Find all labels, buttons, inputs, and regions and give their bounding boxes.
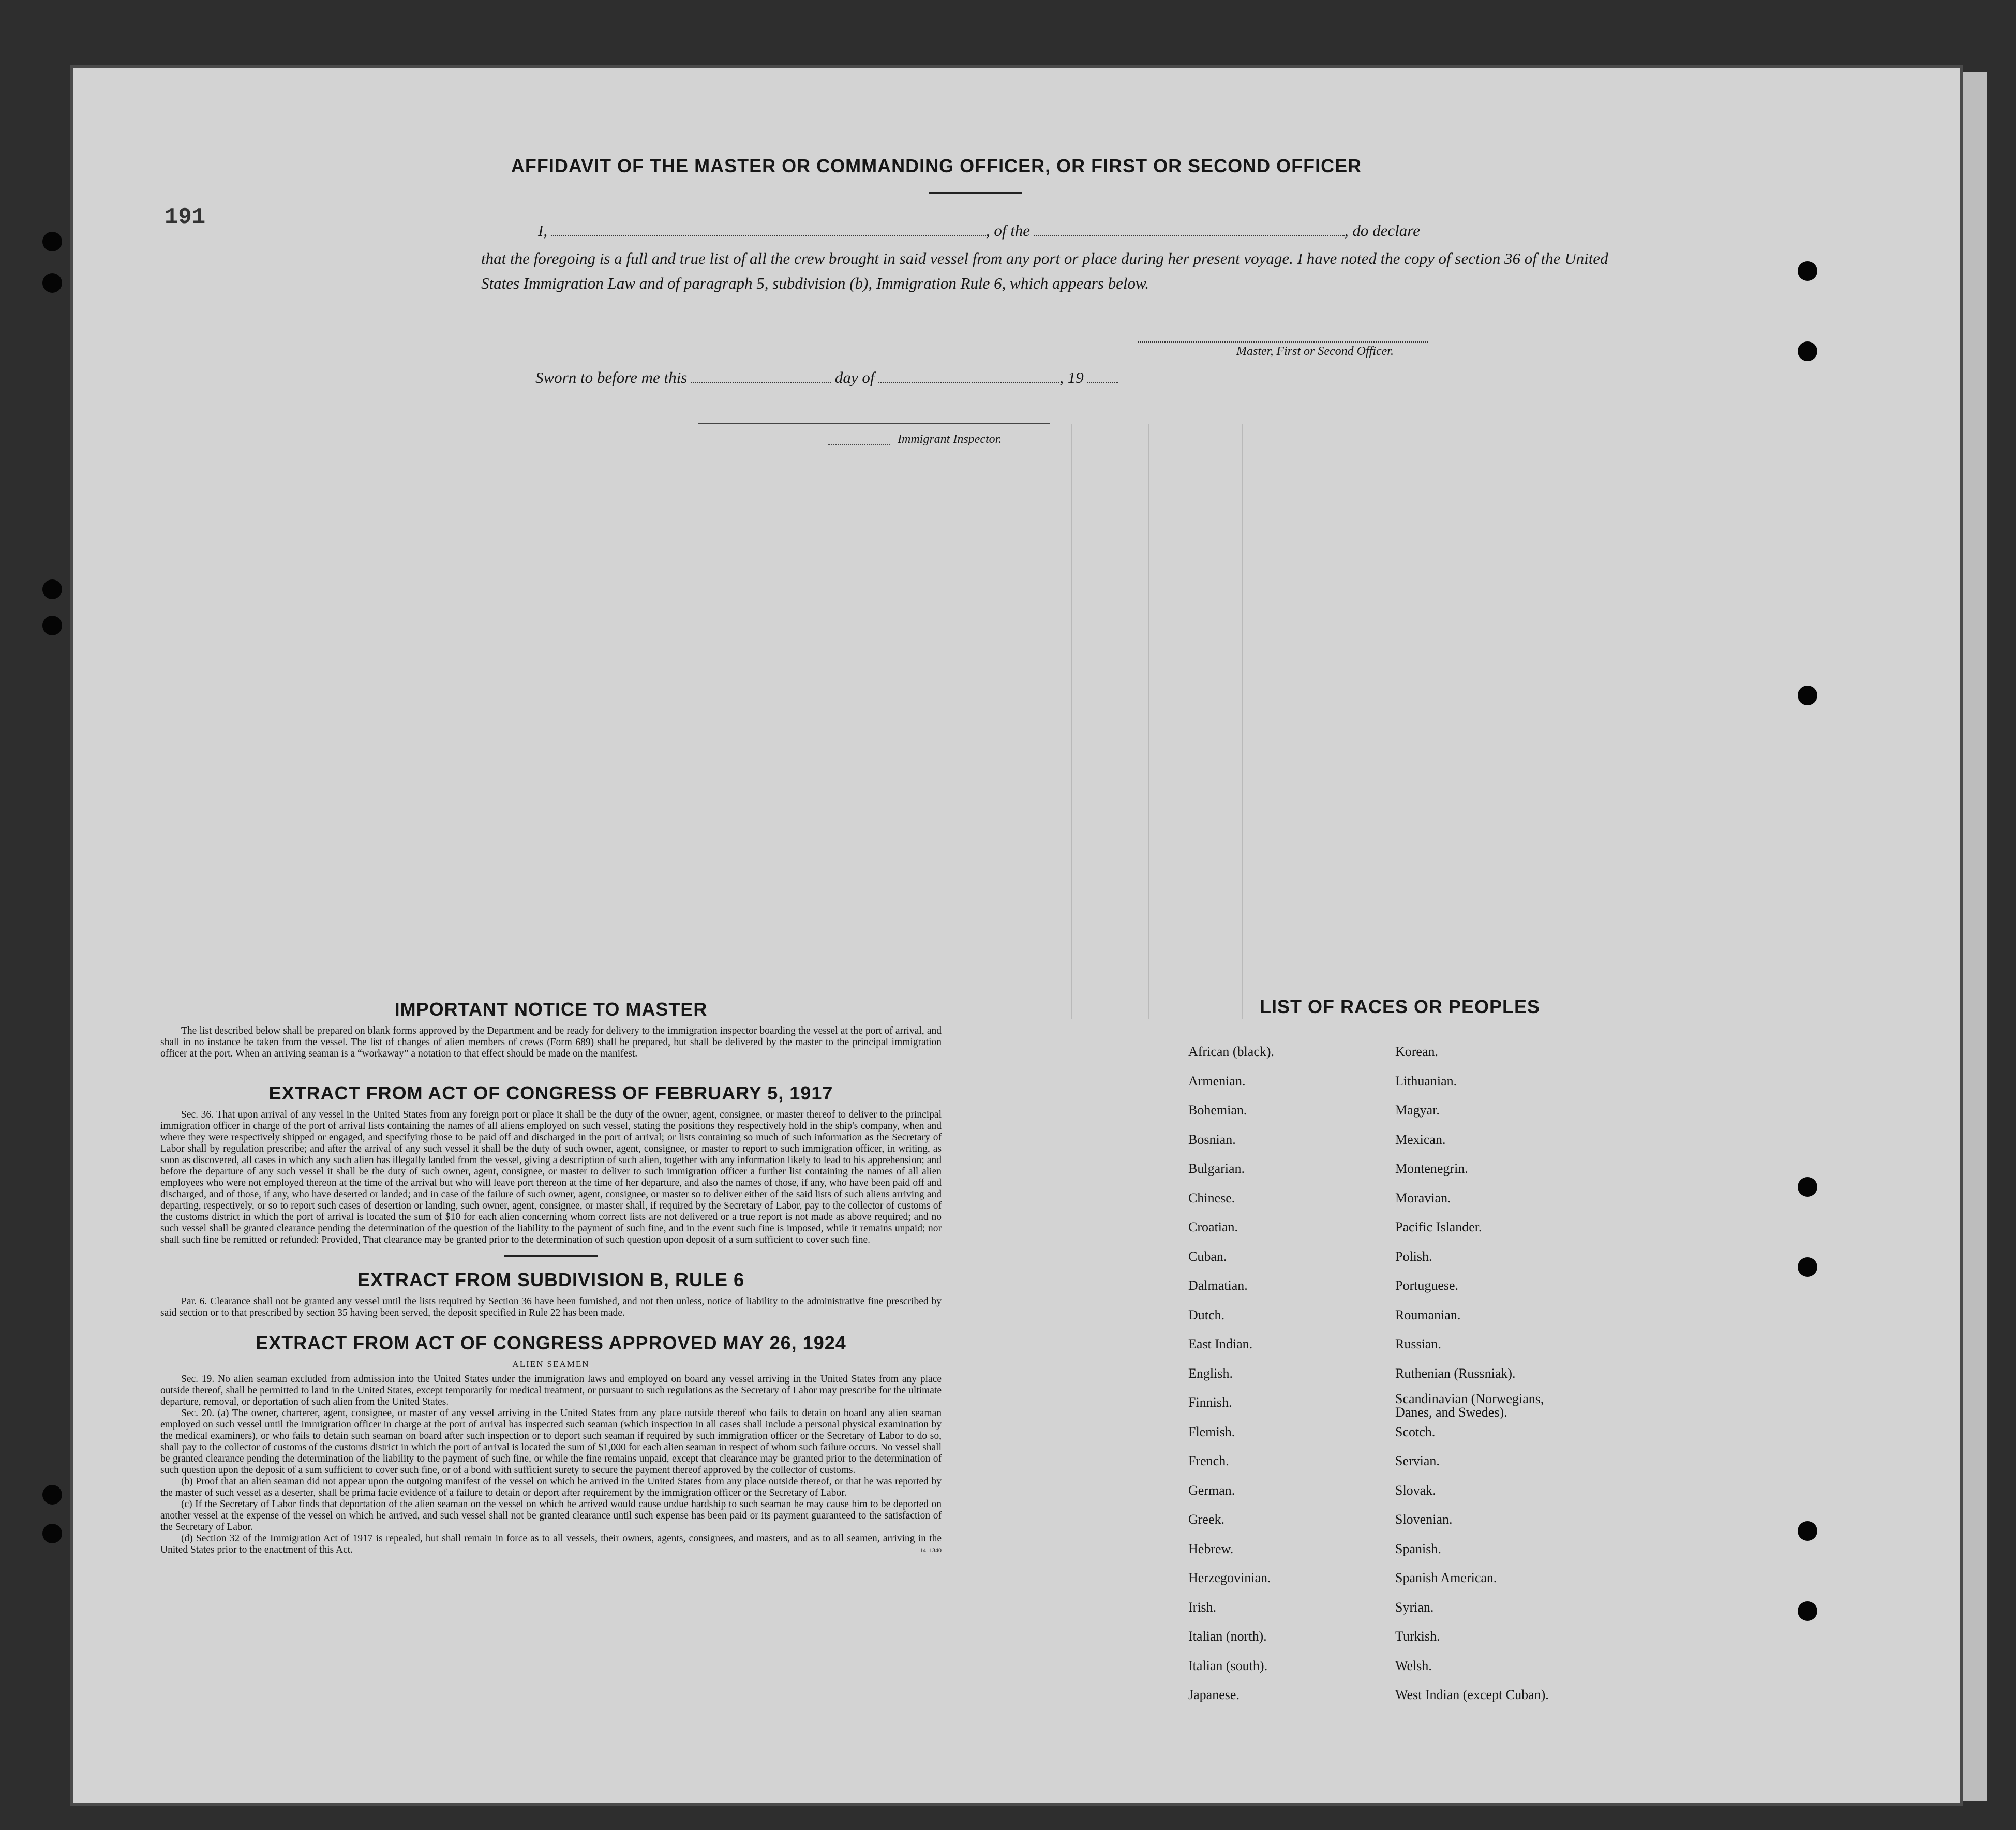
race-item: Syrian. [1395,1599,1434,1615]
race-item: West Indian (except Cuban). [1395,1687,1549,1702]
race-item: Armenian. [1188,1073,1246,1089]
race-item: Flemish. [1188,1424,1235,1439]
sworn-line [535,368,1118,387]
punch-hole [1798,1257,1817,1277]
race-item: Hebrew. [1188,1541,1234,1556]
sworn-day-field[interactable] [691,382,831,383]
race-item: Portuguese. [1395,1278,1459,1293]
race-item: Spanish. [1395,1541,1441,1556]
sec-20c-text: (c) If the Secretary of Labor finds that deportation of the alien seaman on the vessel on which he arrived would cause undue hardship to such seaman he may cause him to be deported on another vessel at the expense of the vessel on which he arrived, and such vessel shall not be granted clearance until such expense has been paid or its payment guaranteed to the satisfaction of the Secretary of Labor. [160,1499,942,1533]
punch-hole [1798,686,1817,705]
alien-seamen-subtitle: ALIEN SEAMEN [512,1359,590,1369]
race-item: German. [1188,1482,1235,1498]
races-list-left [1188,1042,1274,1714]
race-item: Greek. [1188,1512,1225,1527]
sec-20d-text [160,1533,942,1556]
race-item: Italian (north). [1188,1629,1267,1644]
sworn-year-field[interactable] [1087,382,1118,383]
race-item: Chinese. [1188,1190,1235,1206]
race-item: Dalmatian. [1188,1278,1248,1293]
punch-hole [1798,1521,1817,1541]
race-item: Montenegrin. [1395,1161,1468,1176]
punch-hole [1798,1177,1817,1197]
race-item: Roumanian. [1395,1307,1461,1322]
punch-hole [42,232,62,251]
day-of-label: day of [834,368,875,386]
page-number: 191 [165,204,206,230]
notice-title: IMPORTANT NOTICE TO MASTER [394,999,708,1020]
race-item: East Indian. [1188,1336,1253,1351]
race-item: Bulgarian. [1188,1161,1245,1176]
i-label: I, [538,221,548,240]
race-item: African (black). [1188,1044,1275,1059]
race-item: Lithuanian. [1395,1073,1457,1089]
bleed-through [285,424,1785,1019]
extract-1917-title: EXTRACT FROM ACT OF CONGRESS OF FEBRUARY 5, 1917 [268,1082,833,1104]
punch-hole [1798,1601,1817,1621]
sec-20a-text: Sec. 20. (a) The owner, charterer, agent, consignee, or master of any vessel arriving in the United States from any place outside thereof who fails to detain on board any alien seaman employed on such vessel until the immigration officer in charge at the port of arrival has inspected such seaman (which inspection in all cases shall include a personal physical examination by the medical examiners), or who fails to detain such seaman on board after such inspection or to deport such seaman if required by such immigration officer or the Secretary of Labor to do so, shall pay to the collector of customs of the customs district in which the port of arrival is located the sum of $1,000 for each alien seaman in respect of whom such failure occurs. No vessel shall be granted clearance pending the determination of the liability to the payment of such fine, or while the fine remains unpaid, except that clearance may be granted prior to the determination of such question upon the deposit of a sum sufficient to cover such fine, or of a bond with sufficient surety to secure the payment thereof approved by the collector of customs. [160,1408,942,1476]
punch-hole [1798,261,1817,281]
inspector-signature-line[interactable] [698,423,1050,424]
race-item: Magyar. [1395,1103,1440,1118]
race-item: Slovenian. [1395,1512,1453,1527]
race-item: Irish. [1188,1599,1217,1615]
notice-text: The list described below shall be prepared on blank forms approved by the Department and be ready for delivery to the immigration inspector boarding the vessel at the port of arrival, and shall in no instance be taken from the vessel. The list of changes of alien members of crews (Form 689) shall be prepared, but shall be delivered by the master to the principal immigration officer at the port. When an arriving seaman is a “workaway” a notation to that effect should be made on the manifest. [160,1025,942,1059]
punch-hole [42,273,62,293]
race-item: Polish. [1395,1248,1432,1264]
sworn-label: Sworn to before me this [535,368,688,386]
subdivision-text: Par. 6. Clearance shall not be granted any vessel until the lists required by Section 36 have been furnished, and not then unless, notice of liability to the administrative fine prescribed by said section or to that prescribed by section 35 having been served, the deposit specified in Rule 22 has been made. [160,1296,942,1318]
race-item: Scotch. [1395,1424,1436,1439]
races-title: LIST OF RACES OR PEOPLES [1260,996,1541,1017]
punch-hole [42,1524,62,1543]
race-item: Japanese. [1188,1687,1240,1702]
punch-hole [42,616,62,635]
race-item: Moravian. [1395,1190,1451,1206]
vessel-field[interactable] [1034,235,1345,236]
title-rule [929,192,1022,194]
subdivision-title: EXTRACT FROM SUBDIVISION B, RULE 6 [357,1269,745,1290]
section-rule [504,1255,598,1257]
name-field[interactable] [551,235,986,236]
race-item: Bosnian. [1188,1132,1236,1147]
affidavit-title: AFFIDAVIT OF THE MASTER OR COMMANDING OFFICER, OR FIRST OR SECOND OFFICER [511,155,1362,176]
race-item: Pacific Islander. [1395,1219,1482,1234]
race-item: Slovak. [1395,1482,1436,1498]
affidavit-body: that the foregoing is a full and true list of all the crew brought in said vessel from any port or place during her present voyage. I have noted the copy of section 36 of the United States Immigration Law and of paragraph 5, subdivision (b), Immigration Rule 6, which appears below. [481,249,1608,292]
sec-20d-body: (d) Section 32 of the Immigration Act of 1917 is repealed, but shall remain in force as to all vessels, their owners, agents, consignees, and masters, and as to all seamen, arriving in the United States prior to the enactment of this Act. [160,1533,942,1555]
extract-1924-title: EXTRACT FROM ACT OF CONGRESS APPROVED MAY 26, 1924 [256,1332,846,1353]
race-item: Turkish. [1395,1629,1440,1644]
race-item: Dutch. [1188,1307,1225,1322]
notice-section [160,999,942,1556]
race-item: Italian (south). [1188,1658,1268,1673]
race-item: Scandinavian (Norwegians, Danes, and Swedes). [1395,1391,1544,1420]
race-item: Mexican. [1395,1132,1446,1147]
signature-line[interactable] [1138,341,1428,343]
race-item: French. [1188,1453,1229,1468]
inspector-caption: Immigrant Inspector. [898,433,1002,446]
race-item: Finnish. [1188,1395,1232,1410]
sec-20b-text: (b) Proof that an alien seaman did not appear upon the outgoing manifest of the vessel on which he arrived in the United States from any place outside thereof, or that he was reported by the master of such vessel as a deserter, shall be prima facie evidence of a failure to detain or deport after requirement by the immigration officer or the Secretary of Labor. [160,1476,942,1498]
race-item: Russian. [1395,1336,1441,1351]
race-item: Bohemian. [1188,1103,1247,1118]
extract-1917-text: Sec. 36. That upon arrival of any vessel in the United States from any foreign port or place it shall be the duty of the owner, agent, consignee, or master thereof to deliver to the principal immigration officer in charge of the port of arrival lists containing the names of all aliens employed on such vessel, stating the positions they respectively hold in the ship's company, when and where they were respectively shipped or engaged, and specifying those to be paid off and discharged in the port of arrival; or lists containing so much of such information as the Secretary of Labor shall by regulation prescribe; and after the arrival of any such vessel it shall be the duty of such owner, agent, consignee, or master to report to such immigration officer, in writing, as soon as discovered, all cases in which any such alien has illegally landed from the vessel, giving a description of such alien, together with any information likely to lead to his apprehension; and before the departure of any such vessel it shall be the duty of such owner, agent, consignee, or master to deliver to such immigration officer a further list containing the names of all alien employees who were not employed thereon at the time of the arrival but who will leave port thereon at the time of her departure, and also the names of those, if any, who have been paid off and discharged, and of those, if any, who have deserted or landed; and in case of the failure of such owner, agent, consignee, or master so to deliver either of the said lists of such aliens arriving and departing, respectively, or so to report such cases of desertion or landing, such owner, agent, consignee, or master shall, if required by the Secretary of Labor, pay to the collector of customs of the customs district in which the port of arrival is located the sum of $10 for each alien concerning whom correct lists are not delivered or a true report is not made as above required; and no such vessel shall be granted clearance pending the determination of the question of the liability to the payment of such fine, and in the event such fine is imposed, while it remains unpaid; nor shall such fine be remitted or refunded: Provided, That clearance may be granted prior to the determination of such question upon deposit of a sum sufficient to cover such fine. [160,1109,942,1245]
race-item: Servian. [1395,1453,1440,1468]
do-declare-label: , do declare [1344,221,1420,240]
race-item: Welsh. [1395,1658,1432,1673]
sworn-month-field[interactable] [878,382,1059,383]
affidavit-i-line [538,221,1420,240]
punch-hole [42,1485,62,1505]
race-item: Croatian. [1188,1219,1238,1234]
form-number: 14–1340 [920,1546,942,1554]
race-item: Korean. [1395,1044,1439,1059]
race-item: Spanish American. [1395,1570,1497,1585]
punch-hole [42,579,62,599]
inspector-dots [828,444,890,445]
race-item: Ruthenian (Russniak). [1395,1365,1516,1381]
races-list-right [1395,1042,1581,1714]
sec-19-text: Sec. 19. No alien seaman excluded from admission into the United States under the immigration laws and employed on board any vessel arriving in the United States from any place outside thereof, shall be permitted to land in the United States, except temporarily for medical treatment, or pursuant to such regulations as the Secretary of Labor may prescribe for the ultimate departure, removal, or deportation of such alien from the United States. [160,1374,942,1407]
race-item: English. [1188,1365,1233,1381]
signature-caption: Master, First or Second Officer. [1236,345,1394,358]
of-the-label: , of the [985,221,1031,240]
race-item: Herzegovinian. [1188,1570,1271,1585]
race-item: Cuban. [1188,1248,1227,1264]
punch-hole [1798,341,1817,361]
year-prefix: , 19 [1059,368,1084,386]
